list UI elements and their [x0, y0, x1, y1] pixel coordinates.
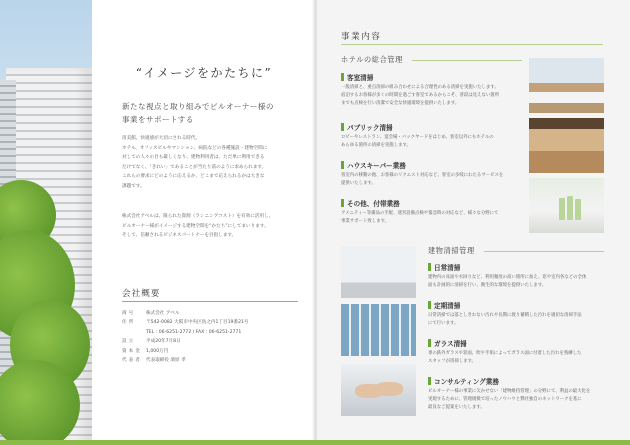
text-line: 建物内の床面や水回りなど、利用頻度の高い箇所に加え、窓や室内各などの全体	[428, 275, 587, 280]
service-title-text: ハウスキーパー業務	[347, 162, 406, 170]
text-line: にて行います。	[428, 321, 459, 327]
building-heading: 建物清掃管理	[428, 246, 475, 255]
text-line: 対しての人々の目も厳しくなり、建物利用者は、ただ単に利用できる	[122, 155, 265, 160]
text-line: ホテル、オフィスビルやマンション、病院などの各種施設・建物空間に	[122, 145, 268, 151]
row-value: 平成20年7月8日	[146, 339, 181, 345]
text-line: あらゆる箇所の清掃を実施します。	[341, 143, 411, 149]
text-line: だけでなく、「きれい」であることが当たり前のように求められます。	[122, 164, 267, 170]
hotel-room-photo	[529, 58, 604, 113]
text-line: 提供いたします。	[341, 181, 376, 187]
bullet-mark	[341, 199, 344, 207]
company-heading: 会社概要	[122, 289, 161, 299]
row-value: TEL : 06-6251-2772 / FAX : 06-6251-2771	[146, 329, 242, 335]
service-desc	[341, 84, 526, 109]
lead-text	[122, 100, 302, 126]
text-line: 一般清掃と、重点清掃の組み合わせによる合理性のある清掃を実施いたします。	[341, 85, 499, 90]
service-title-text: コンサルティング業務	[434, 378, 499, 386]
bullet-mark	[341, 73, 344, 81]
service-title-text: パブリック清掃	[347, 124, 393, 132]
service-desc	[428, 312, 608, 328]
text-line: 日常清掃では落としきれない汚れや長期に渡り蓄積した汚れを適切な清掃手法	[428, 313, 582, 318]
company-row	[122, 318, 302, 327]
row-value: 株式会社 アベル	[146, 311, 180, 316]
amenity-bottle	[575, 199, 581, 220]
company-table	[122, 309, 302, 365]
text-line: ロビーやレストラン、宴会場・バックヤードをはじめ、客室以外にもホテルの	[341, 135, 494, 140]
company-row	[122, 337, 302, 346]
text-line: 課題です。	[122, 183, 145, 189]
bullet-mark	[428, 263, 431, 271]
service-title	[341, 122, 393, 132]
row-value: 1,000万円	[146, 348, 169, 354]
row-key: 商号	[122, 311, 136, 316]
footer-bar	[0, 440, 630, 445]
service-desc	[428, 350, 608, 366]
service-title	[341, 72, 373, 82]
text-line: 最良なご提案をいたします。	[428, 405, 485, 411]
service-title-text: 客室清掃	[347, 74, 374, 82]
lead-line: 事業をサポートする	[122, 115, 194, 124]
service-desc	[428, 274, 608, 290]
row-key	[122, 328, 146, 337]
text-line: までも点検を行い清潔で安全な快適環境を提供いたします。	[341, 101, 460, 107]
service-title-text: ガラス清掃	[434, 340, 467, 348]
row-value: 〒542-0082 大阪市中央区島之内1丁目19番21号	[146, 320, 249, 326]
row-key: 資本金	[122, 348, 142, 354]
company-row	[122, 328, 302, 337]
text-line: 客室内の移動の他、お客様のリクエスト対応など、客室の多岐にわたるサービスを	[341, 173, 504, 178]
subheading-rule	[484, 251, 604, 252]
title-rule	[341, 44, 603, 45]
service-desc	[341, 134, 526, 150]
bullet-mark	[341, 161, 344, 169]
mission-paragraph	[122, 212, 300, 241]
slogan: “イメージをかたちに”	[135, 66, 273, 80]
service-title-text: その他、付帯業務	[347, 200, 400, 208]
amenity-bottle	[559, 198, 565, 220]
company-row	[122, 347, 302, 356]
row-value: 代表取締役 濱原 孝	[146, 358, 186, 364]
text-line: 専の鉄外ガラスや窓面、吹や手垢によってガラス面に付着した汚れを熟練した	[428, 351, 582, 356]
text-line: 事業サポート致します。	[341, 219, 389, 225]
text-line: 面も計画的に清掃を行い、衛生的な環境を提供いたします。	[428, 283, 547, 289]
heading-rule	[122, 301, 298, 302]
text-line: スタッフが清掃します。	[428, 359, 476, 365]
text-line: 実現するために、管理規模で培ったノウハウと弊社独自のネットワークを基に	[428, 397, 582, 403]
service-title	[428, 300, 460, 310]
bullet-mark	[428, 301, 431, 309]
hotel-heading: ホテルの総合管理	[341, 55, 403, 64]
glass-building-photo	[341, 304, 416, 356]
text-line: 清美館。快適感が大切にされる時代。	[122, 136, 201, 141]
bullet-mark	[428, 377, 431, 385]
text-line: 宿泊するお客様が多くの時間を過ごす客室であるからこそ、普段は見えない箇所	[341, 93, 499, 99]
service-title	[428, 338, 467, 348]
text-line: ビルオーナー様の事業に欠かせない「建物維持管理」の分野にて、利益の最大化を	[428, 389, 591, 394]
text-line: そして、信頼されるビジネスパートナーを目指します。	[122, 233, 237, 238]
service-title	[428, 262, 460, 272]
text-line: ビルオーナー様がイメージする建物空間を“かたち”にしてまいります。	[122, 223, 269, 229]
text-line: 株式会社アベルは、限られた資源（ランニングコスト）を有効に活用し、	[122, 214, 274, 219]
service-title-text: 日常清掃	[434, 264, 461, 272]
amenities-photo	[529, 178, 604, 233]
text-line: これらの要求にどのように応えるか、どこまで応えられるかは大きな	[122, 174, 265, 179]
service-title	[341, 198, 400, 208]
row-key: 代表者	[122, 358, 142, 364]
intro-paragraph	[122, 134, 300, 191]
amenity-bottle	[567, 196, 573, 220]
section-title: 事業内容	[341, 32, 382, 42]
service-desc	[341, 172, 526, 188]
hotel-lobby-photo	[529, 118, 604, 173]
company-row	[122, 309, 302, 318]
bullet-mark	[341, 123, 344, 131]
row-key: 住所	[122, 320, 136, 326]
service-title	[341, 160, 406, 170]
service-desc	[428, 388, 608, 413]
building-photo	[0, 0, 92, 445]
service-title-text: 定期清掃	[434, 302, 461, 310]
row-key: 設立	[122, 339, 136, 345]
hospital-corridor-photo	[341, 246, 416, 298]
service-title	[428, 376, 499, 386]
company-row	[122, 356, 302, 365]
handshake-photo	[341, 364, 416, 416]
page-gutter	[312, 0, 318, 445]
lead-line: 新たな視点と取り組みでビルオーナー様の	[122, 102, 274, 111]
subheading-rule	[412, 60, 522, 61]
service-desc	[341, 210, 526, 226]
text-line: アメニティー等備品の手配、迷宮設備点検や緊急時の対応など、様々な分野にて	[341, 211, 499, 216]
bullet-mark	[428, 339, 431, 347]
hand	[375, 382, 403, 396]
